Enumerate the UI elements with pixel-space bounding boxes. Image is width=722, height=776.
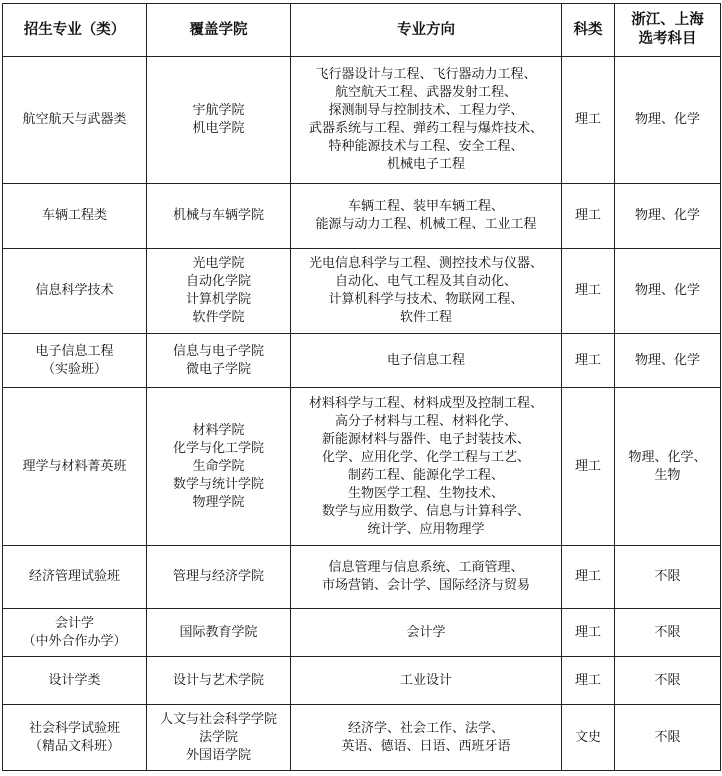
text-line: 特种能源技术与工程、安全工程、 [328,139,524,154]
cell-directions [291,57,562,184]
cell-subjects [615,249,721,334]
cell-colleges [147,184,291,249]
text-line: 理工 [574,208,601,223]
cell-subjects [615,609,721,657]
cell-subjects [615,57,721,184]
cell-colleges [147,546,291,609]
text-line: 会计学 [54,615,94,631]
text-line: 招生专业（类） [23,21,126,38]
cell-major [3,57,147,184]
text-line: 物理、化学 [634,352,700,368]
text-line: 车辆工程类 [41,208,107,223]
cell-colleges [147,705,291,771]
cell-directions [291,657,562,705]
text-line: 光电学院 [192,256,245,271]
text-line: 生物医学工程、生物技术、 [347,485,504,501]
cell-directions [291,184,562,249]
text-line: 市场营销、会计学、国际经济与贸易 [321,578,530,593]
table-row [3,184,721,249]
text-line: 社会科学试验班 [28,720,120,736]
text-line: 航空航天工程、武器发射工程、 [334,85,517,100]
text-line: 机械电子工程 [386,157,465,172]
cell-directions [291,705,562,771]
cell-subjects [615,705,721,771]
text-line: 飞行器设计与工程、飞行器动力工程、 [315,67,537,82]
text-line: 不限 [654,624,681,640]
text-line: 物理、化学 [634,283,700,298]
text-line: （中外合作办学） [22,633,127,649]
text-line: 数学与统计学院 [172,476,264,492]
cell-category [562,184,615,249]
text-line: 理工 [574,624,601,640]
cell-directions [291,334,562,388]
header-colleges [147,4,291,57]
text-line: 法学院 [198,729,238,745]
text-line: 能源与动力工程、机械工程、工业工程 [315,217,537,232]
text-line: 人文与社会科学学院 [159,711,277,727]
text-line: 微电子学院 [185,361,251,377]
cell-directions [291,388,562,546]
cell-major [3,249,147,334]
text-line: 国际教育学院 [179,624,258,640]
text-line: 机电学院 [192,121,245,136]
text-line: 物理学院 [192,494,245,510]
text-line: 新能源材料与器件、电子封装技术、 [321,431,530,447]
cell-major [3,657,147,705]
text-line: 化学、应用化学、化学工程与工艺、 [321,449,530,465]
text-line: 设计学类 [48,672,101,688]
text-line: 理工 [574,458,601,474]
text-line: （精品文科班） [28,738,120,754]
text-line: 设计与艺术学院 [172,672,264,688]
text-line: 软件工程 [399,310,452,325]
cell-colleges [147,57,291,184]
cell-subjects [615,388,721,546]
text-line: 理工 [574,352,601,368]
text-line: 自动化学院 [185,274,251,289]
text-line: 经济管理试验班 [28,569,120,584]
table-row [3,705,721,771]
cell-directions [291,609,562,657]
text-line: 制药工程、能源化学工程、 [347,467,504,483]
text-line: 专业方向 [397,21,455,38]
text-line: 电子信息工程 [386,352,465,368]
text-line: 计算机学院 [185,292,251,307]
text-line: 航空航天与武器类 [22,112,127,127]
cell-major [3,546,147,609]
cell-category [562,249,615,334]
text-line: 探测制导与控制技术、工程力学、 [328,103,524,118]
text-line: 经济学、社会工作、法学、 [347,720,504,736]
cell-major [3,334,147,388]
text-line: 统计学、应用物理学 [367,521,485,537]
text-line: 理工 [574,672,601,688]
text-line: 武器系统与工程、弹药工程与爆炸技术、 [308,121,543,136]
text-line: 高分子材料与工程、材料化学、 [334,413,517,429]
header-subjects [615,4,721,57]
text-line: 科类 [573,21,603,38]
text-line: 会计学 [406,624,446,640]
cell-category [562,657,615,705]
cell-major [3,609,147,657]
header-directions [291,4,562,57]
cell-directions [291,546,562,609]
cell-category [562,705,615,771]
text-line: 理工 [574,112,601,127]
cell-subjects [615,546,721,609]
table-row [3,657,721,705]
text-line: 选考科目 [638,31,697,47]
text-line: 数学与应用数学、信息与计算科学、 [321,503,530,519]
text-line: 浙江、上海 [631,12,704,28]
header-category [562,4,615,57]
text-line: 理工 [574,569,601,584]
cell-category [562,388,615,546]
text-line: 不限 [654,729,681,745]
table-row [3,57,721,184]
text-line: 电子信息工程 [35,343,114,359]
header-major [3,4,147,57]
cell-category [562,609,615,657]
text-line: 生命学院 [192,458,245,474]
cell-major [3,184,147,249]
table-body [3,57,721,771]
text-line: 外国语学院 [185,747,251,763]
cell-subjects [615,184,721,249]
text-line: 理工 [574,283,601,298]
text-line: 信息科学技术 [35,283,114,298]
text-line: 车辆工程、装甲车辆工程、 [347,199,504,214]
cell-colleges [147,609,291,657]
text-line: 文史 [574,729,601,745]
table-row [3,388,721,546]
text-line: 化学与化工学院 [172,440,264,456]
text-line: 材料学院 [192,422,245,438]
text-line: 工业设计 [399,672,452,688]
text-line: 信息管理与信息系统、工商管理、 [328,560,524,575]
text-line: （实验班） [41,361,107,377]
cell-colleges [147,388,291,546]
text-line: 管理与经济学院 [172,569,264,584]
text-line: 计算机科学与技术、物联网工程、 [328,292,524,307]
text-line: 覆盖学院 [189,21,248,38]
cell-category [562,334,615,388]
text-line: 宇航学院 [192,103,245,118]
cell-subjects [615,334,721,388]
cell-major [3,705,147,771]
text-line: 物理、化学、 [628,449,707,465]
text-line: 信息与电子学院 [172,343,264,359]
cell-major [3,388,147,546]
table-row [3,609,721,657]
text-line: 光电信息科学与工程、测控技术与仪器、 [308,256,543,271]
cell-category [562,57,615,184]
text-line: 生物 [654,467,681,483]
text-line: 理学与材料菁英班 [22,458,127,474]
text-line: 自动化、电气工程及其自动化、 [334,274,517,289]
text-line: 不限 [654,569,681,584]
table-row [3,249,721,334]
cell-category [562,546,615,609]
text-line: 不限 [654,672,681,688]
table-row [3,334,721,388]
cell-colleges [147,334,291,388]
text-line: 材料科学与工程、材料成型及控制工程、 [308,395,543,411]
cell-directions [291,249,562,334]
text-line: 物理、化学 [634,112,700,127]
header-row [3,4,721,57]
table-row [3,546,721,609]
text-line: 英语、德语、日语、西班牙语 [341,738,511,754]
cell-subjects [615,657,721,705]
cell-colleges [147,249,291,334]
cell-colleges [147,657,291,705]
text-line: 机械与车辆学院 [172,208,264,223]
text-line: 物理、化学 [634,208,700,223]
text-line: 软件学院 [192,310,245,325]
admissions-table [2,3,721,771]
